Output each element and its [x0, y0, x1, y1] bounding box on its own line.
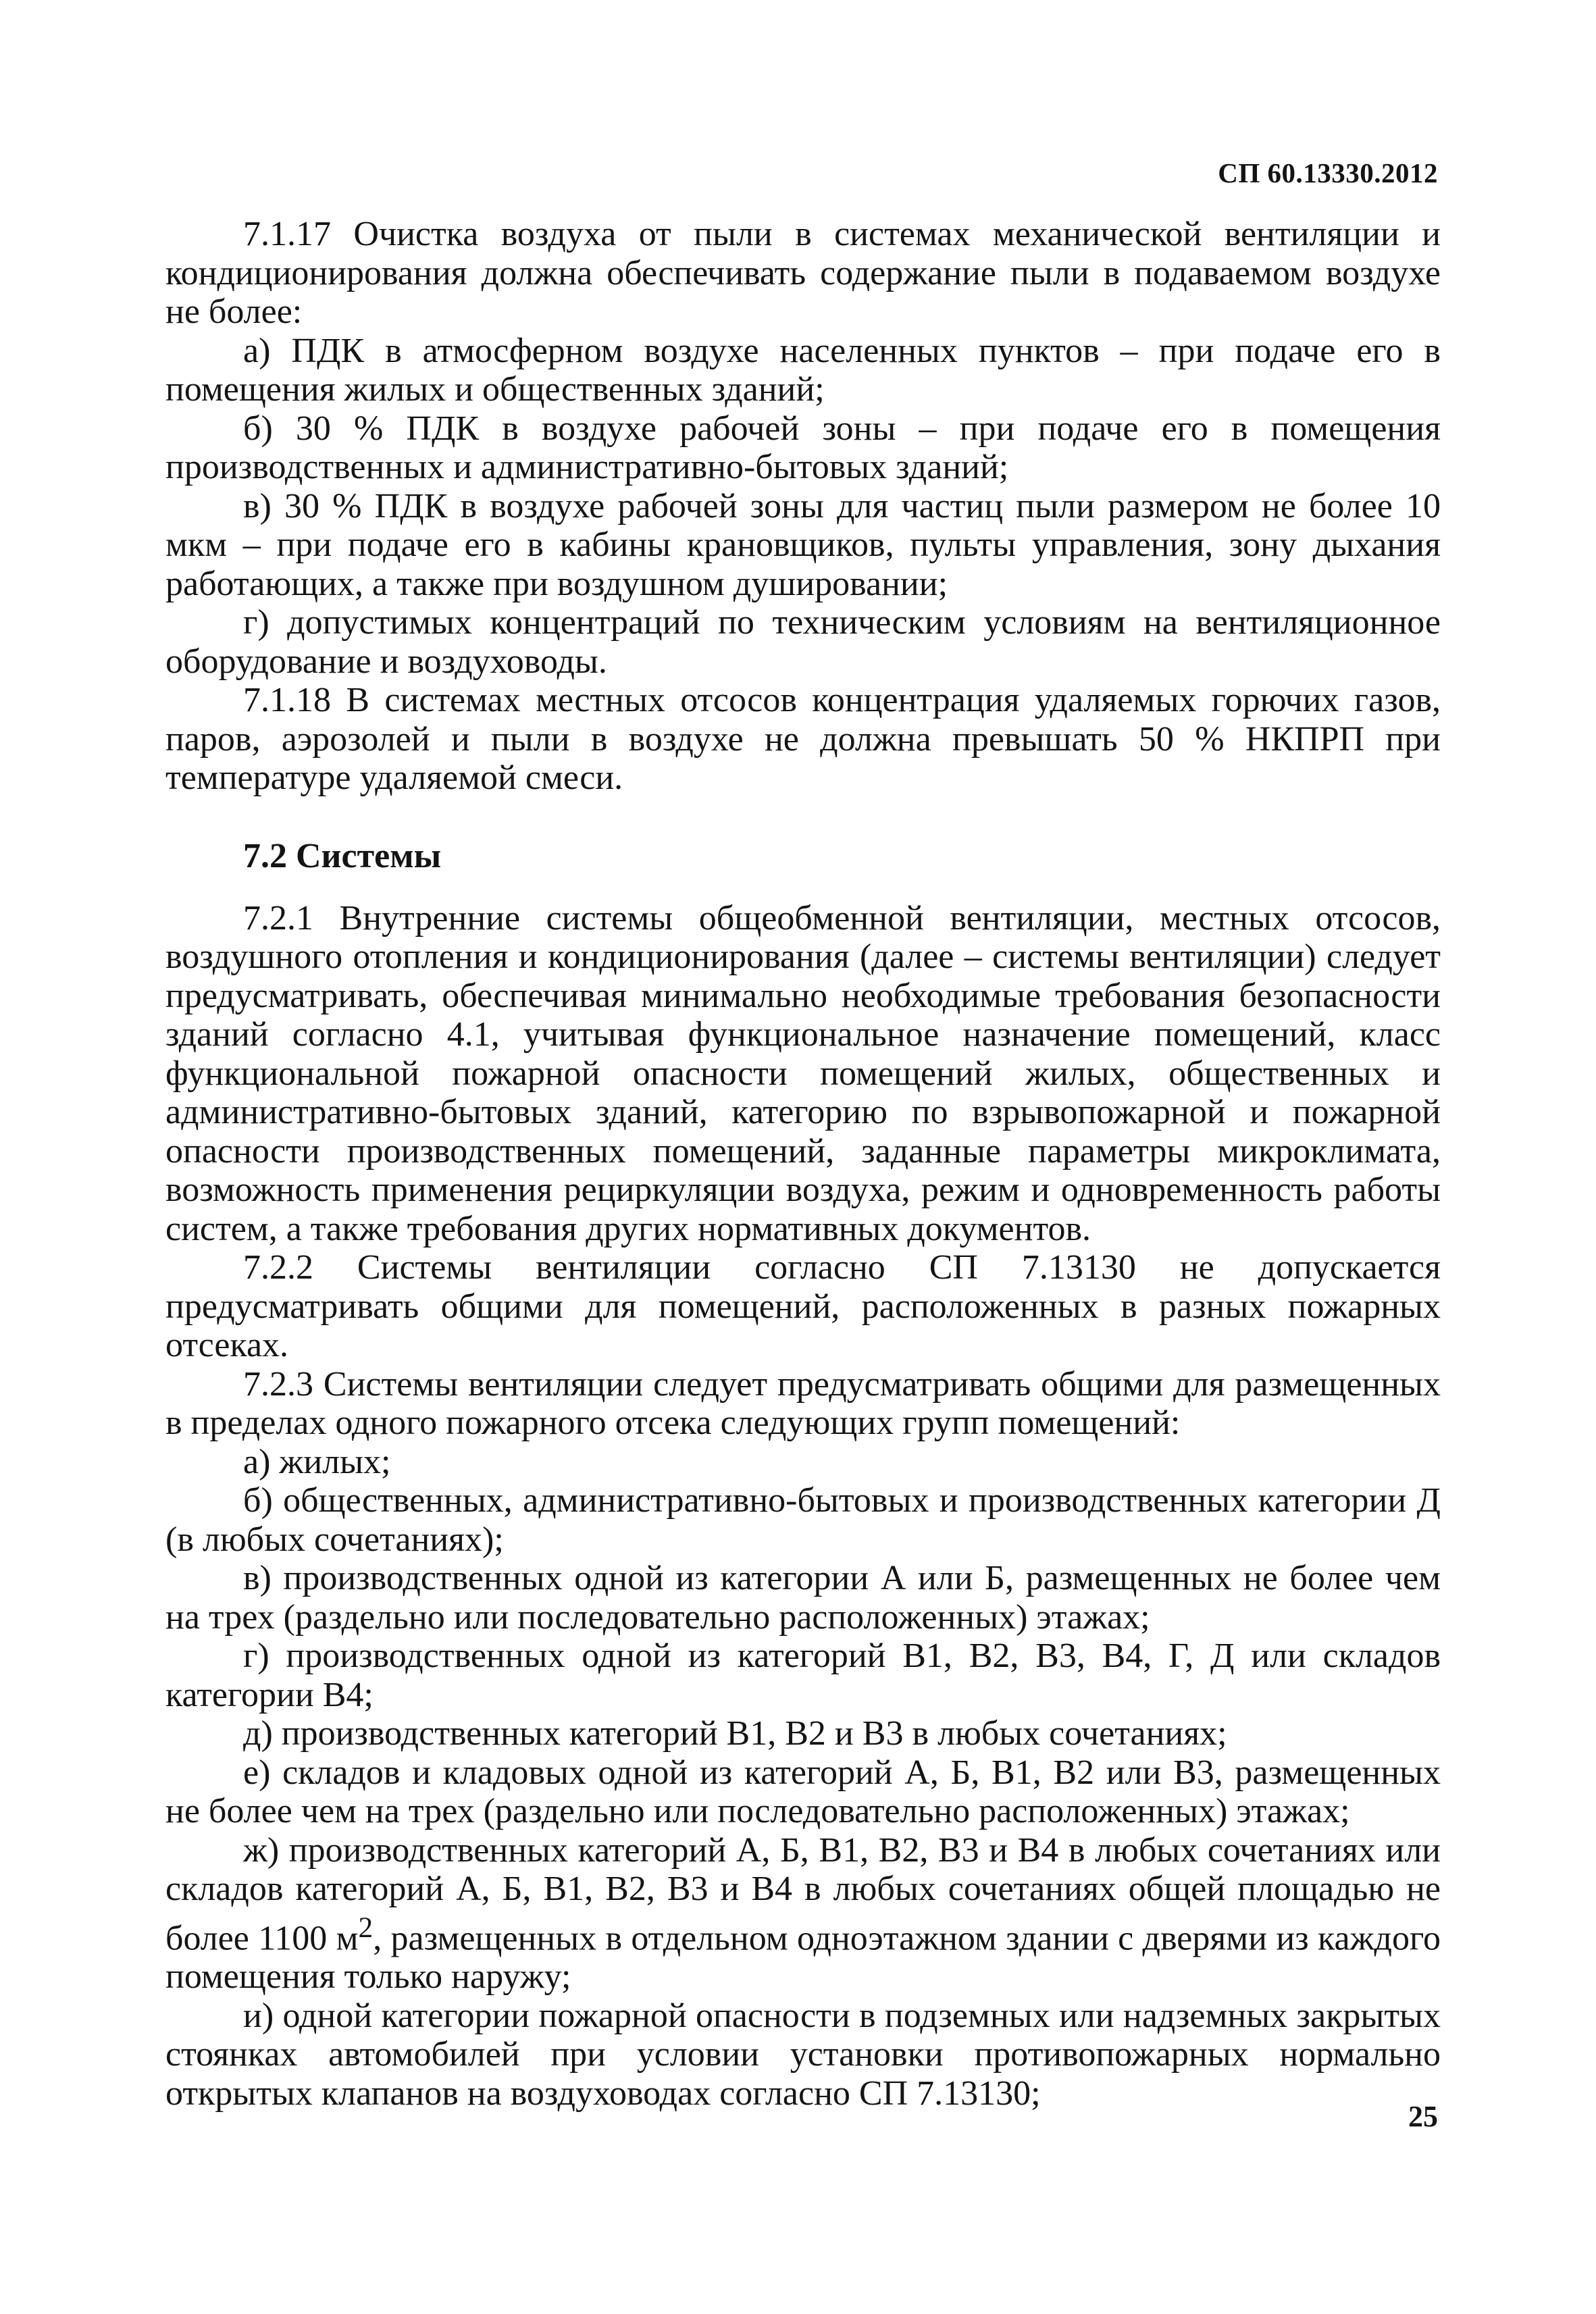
clause-7-1-18: 7.1.18 В системах местных отсосов концентрация удаляемых горючих газов, паров, аэрозолей и пыли в воздухе не должна превышать 50 % НКПРП при температуре удаляемой смеси. — [165, 681, 1441, 797]
clause-7-1-17-g: г) допустимых концентраций по техническим условиям на вентиляционное оборудование и воздуховоды. — [165, 603, 1441, 681]
clause-7-2-3: 7.2.3 Системы вентиляции следует предусматривать общими для размещенных в пределах одного пожарного отсека следующих групп помещений: — [165, 1364, 1441, 1442]
clause-7-2-2: 7.2.2 Системы вентиляции согласно СП 7.13130 не допускается предусматривать общими для помещений, расположенных в разных пожарных отсеках. — [165, 1248, 1441, 1364]
clause-7-2-3-b: б) общественных, административно-бытовых и производственных категории Д (в любых сочетаниях); — [165, 1481, 1441, 1559]
clause-7-2-1: 7.2.1 Внутренние системы общеобменной вентиляции, местных отсосов, воздушного отопления и кондиционирования (далее – системы вентиляции) следует предусматривать, обеспечивая минимально необходимые требования безопасности зданий согласно 4.1, учитывая функциональное назначение помещений, класс функциональной пожарной опасности помещений жилых, общественных и административно-бытовых зданий, категорию по взрывопожарной и пожарной опасности производственных помещений, заданные параметры микроклимата, возможность применения рециркуляции воздуха, режим и одновременность работы систем, а также требования других нормативных документов. — [165, 898, 1441, 1248]
superscript-2: 2 — [358, 1911, 374, 1944]
clause-7-2-3-g: г) производственных одной из категорий В1, В2, В3, В4, Г, Д или складов категории В4; — [165, 1637, 1441, 1714]
clause-7-2-3-zh — [165, 1831, 1441, 1997]
clause-7-2-3-a: а) жилых; — [243, 1442, 391, 1481]
document-code: СП 60.13330.2012 — [1218, 157, 1438, 188]
document-body — [165, 215, 1441, 2113]
clause-7-1-17: 7.1.17 Очистка воздуха от пыли в системах механической вентиляции и кондиционирования должна обеспечивать содержание пыли в подаваемом воздухе не более: — [165, 215, 1441, 331]
clause-7-1-17-b: б) 30 % ПДК в воздухе рабочей зоны – при подаче его в помещения производственных и административно-бытовых зданий; — [165, 409, 1441, 486]
clause-7-2-3-i: и) одной категории пожарной опасности в подземных или надземных закрытых стоянках автомобилей при условии установки противопожарных нормально открытых клапанов на воздуховодах согласно СП 7.13130; — [165, 1996, 1441, 2113]
section-heading: 7.2 Системы — [243, 836, 442, 875]
page-number: 25 — [1408, 2100, 1438, 2133]
clause-7-1-17-a: а) ПДК в атмосферном воздухе населенных пунктов – при подаче его в помещения жилых и общественных зданий; — [165, 331, 1441, 409]
clause-7-2-3-zh-part2: , размещенных в отдельном одноэтажном здании с дверями из каждого помещения только наружу; — [165, 1918, 1441, 1997]
clause-7-2-3-zh-part1: ж) производственных категорий А, Б, В1, В2, В3 и В4 в любых сочетаниях или складов категорий А, Б, В1, В2, В3 и В4 в любых сочетаниях общей площадью не более 1100 м — [165, 1830, 1441, 1957]
clause-7-2-3-d: д) производственных категорий В1, В2 и В3 в любых сочетаниях; — [243, 1714, 1227, 1753]
clause-7-2-3-e: е) складов и кладовых одной из категорий А, Б, В1, В2 или В3, размещенных не более чем на трех (раздельно или последовательно расположенных) этажах; — [165, 1753, 1441, 1830]
clause-7-2-3-v: в) производственных одной из категории А или Б, размещенных не более чем на трех (раздельно или последовательно расположенных) этажах; — [165, 1559, 1441, 1637]
clause-7-1-17-v: в) 30 % ПДК в воздухе рабочей зоны для частиц пыли размером не более 10 мкм – при подаче его в кабины крановщиков, пульты управления, зону дыхания работающих, а также при воздушном душировании; — [165, 486, 1441, 603]
